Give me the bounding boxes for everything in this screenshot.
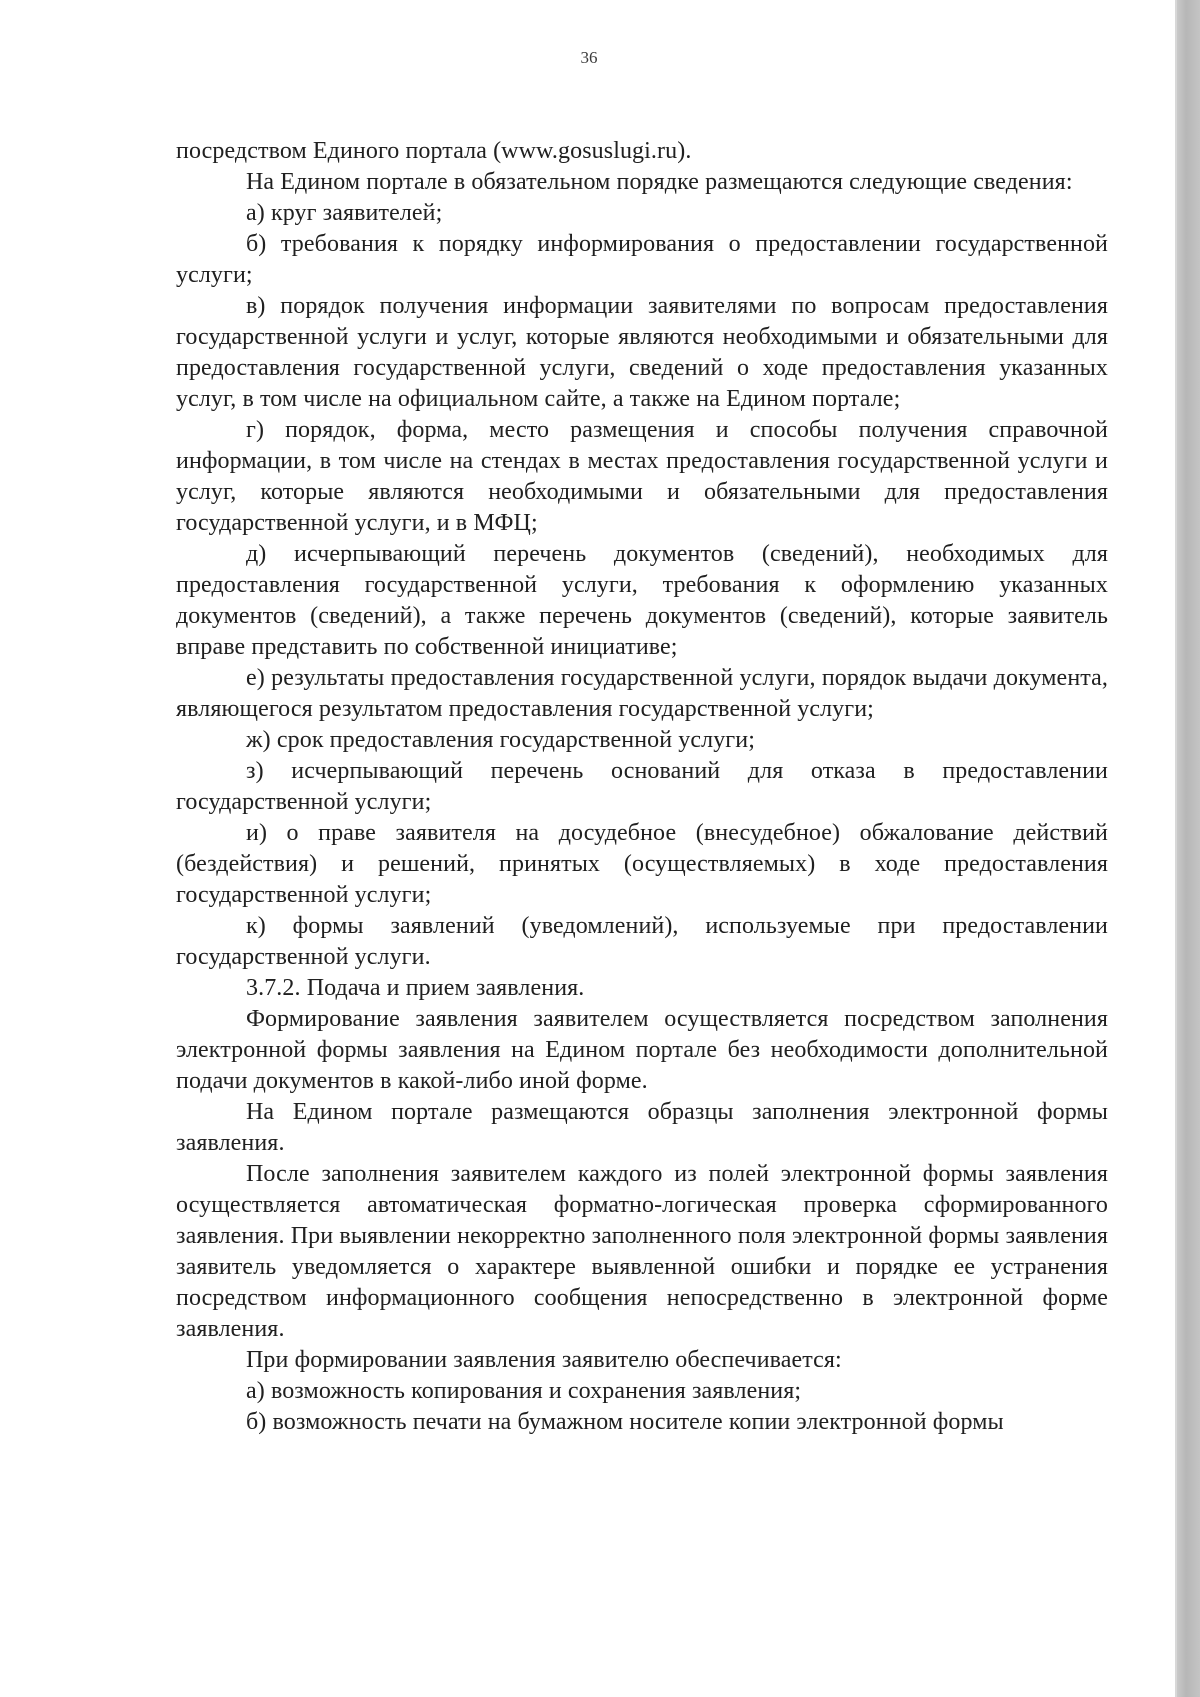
scan-edge-shadow: [1177, 0, 1200, 1697]
list-item-a-applicants: а) круг заявителей;: [246, 200, 443, 226]
paragraph-form-samples: На Едином портале размещаются образцы заполнения электронной формы заявления.: [176, 1099, 1108, 1156]
section-heading-3-7-2: 3.7.2. Подача и прием заявления.: [246, 975, 585, 1001]
list-item-e-service-results: е) результаты предоставления государственной услуги, порядок выдачи документа, являющегося результатом предоставления государственной услуги;: [176, 665, 1108, 722]
paragraph-required-info-intro: На Едином портале в обязательном порядке размещаются следующие сведения:: [246, 169, 1073, 195]
paragraph-application-forming: Формирование заявления заявителем осуществляется посредством заполнения электронной формы заявления на Едином портале без необходимости дополнительной подачи документов в какой-либо иной форме.: [176, 1006, 1108, 1094]
paragraph-format-check: После заполнения заявителем каждого из полей электронной формы заявления осуществляется автоматическая форматно-логическая проверка сформированного заявления. При выявлении некорректно заполненного поля электронной формы заявления заявитель уведомляется о характере выявленной ошибки и порядке ее устранения посредством информационного сообщения непосредственно в электронной форме заявления.: [176, 1161, 1108, 1342]
list-item-k-application-forms: к) формы заявлений (уведомлений), используемые при предоставлении государственной услуги.: [176, 913, 1108, 970]
list-item-d-documents-list: д) исчерпывающий перечень документов (сведений), необходимых для предоставления государственной услуги, требования к оформлению указанных документов (сведений), а также перечень документов (сведений), которые заявитель вправе представить по собственной инициативе;: [176, 541, 1108, 660]
page-number: 36: [580, 48, 598, 67]
list-item-i-appeal-right: и) о праве заявителя на досудебное (внесудебное) обжалование действий (бездействия) и решений, принятых (осуществляемых) в ходе предоставления государственной услуги;: [176, 820, 1108, 908]
paragraph-portal-reference: посредством Единого портала (www.gosuslugi.ru).: [176, 138, 692, 164]
list-item-z-refusal-grounds: з) исчерпывающий перечень оснований для отказа в предоставлении государственной услуги;: [176, 758, 1108, 815]
list-item-v-information-procedure: в) порядок получения информации заявителями по вопросам предоставления государственной услуги и услуг, которые являются необходимыми и обязательными для предоставления государственной услуги, сведений о ходе предоставления указанных услуг, в том числе на официальном сайте, а также на Едином портале;: [176, 293, 1108, 412]
list-item-b-print-copy: б) возможность печати на бумажном носителе копии электронной формы: [246, 1409, 1004, 1435]
list-item-a-copy-save: а) возможность копирования и сохранения заявления;: [246, 1378, 802, 1404]
paragraph-forming-provisions-intro: При формировании заявления заявителю обеспечивается:: [246, 1347, 842, 1373]
list-item-zh-service-term: ж) срок предоставления государственной услуги;: [246, 727, 755, 753]
list-item-b-informing-requirements: б) требования к порядку информирования о предоставлении государственной услуги;: [176, 231, 1108, 288]
list-item-g-reference-info: г) порядок, форма, место размещения и способы получения справочной информации, в том числе на стендах в местах предоставления государственной услуги и услуг, которые являются необходимыми и обязательными для предоставления государственной услуги, и в МФЦ;: [176, 417, 1108, 536]
document-text-body: [176, 136, 1108, 1438]
